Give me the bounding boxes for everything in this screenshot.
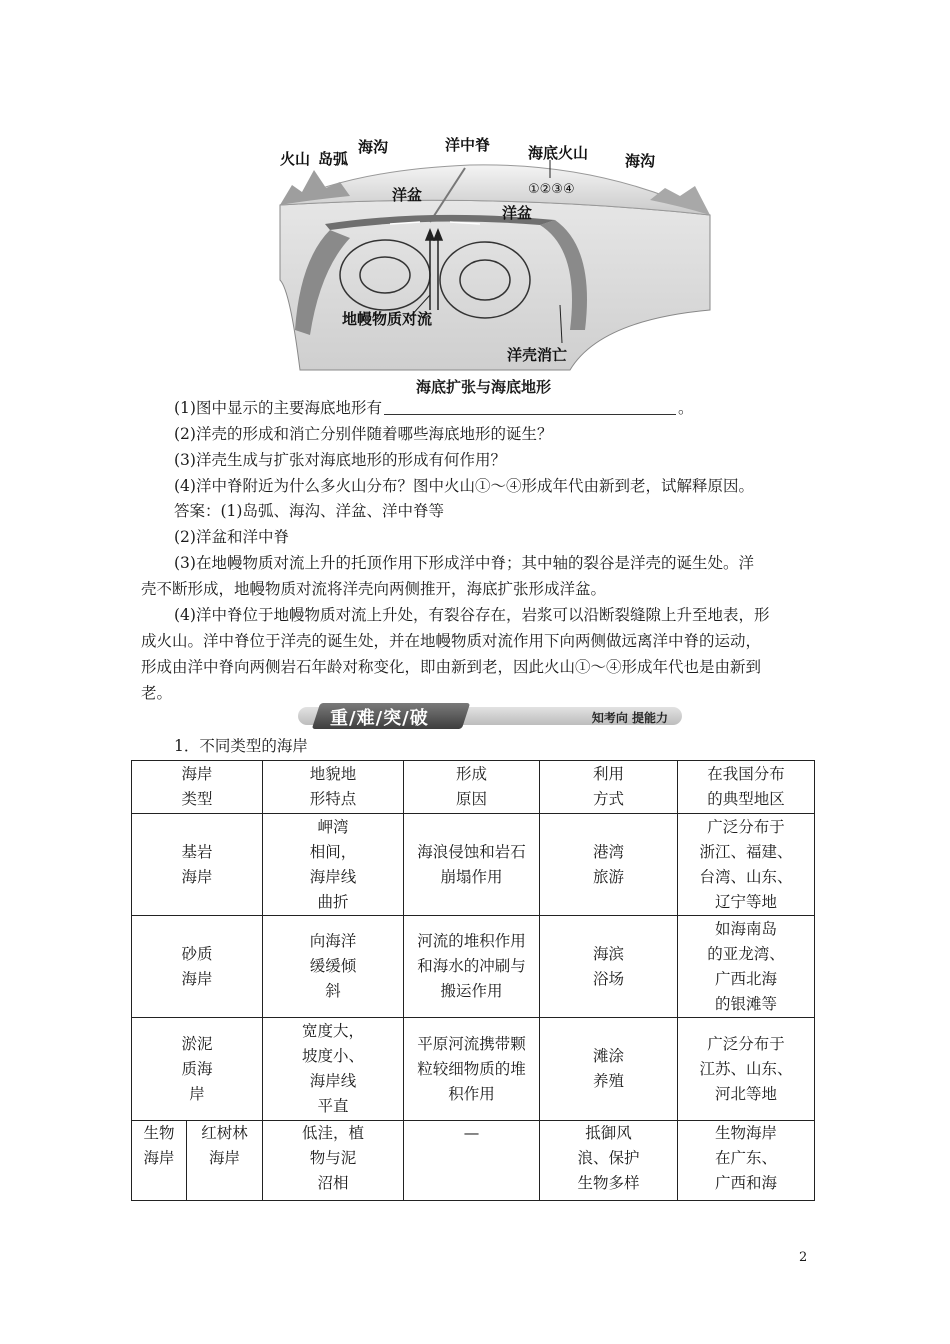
label-convection: 地幔物质对流 xyxy=(342,310,433,328)
header-region: 在我国分布 的典型地区 xyxy=(678,761,815,814)
table-row xyxy=(132,814,815,916)
seafloor-spreading-figure xyxy=(270,130,720,375)
label-volcano-numbers: ①②③④ xyxy=(528,182,575,197)
header-cause: 形成 原因 xyxy=(404,761,540,814)
section-heading: 1．不同类型的海岸 xyxy=(174,737,308,755)
answer-blank xyxy=(384,398,676,415)
cell-feature: 向海洋 缓缓倾 斜 xyxy=(263,916,404,1018)
cell-cause: 平原河流携带颗 粒较细物质的堆 积作用 xyxy=(404,1018,540,1121)
answer-3-line-1: (3)在地幔物质对流上升的托顶作用下形成洋中脊；其中轴的裂谷是洋壳的诞生处。洋 xyxy=(174,554,754,572)
cell-cause: 河流的堆积作用 和海水的冲刷与 搬运作用 xyxy=(404,916,540,1018)
cell-region: 广泛分布于 浙江、福建、 台湾、山东、 辽宁等地 xyxy=(678,814,815,916)
cell-type: 淤泥 质海 岸 xyxy=(132,1018,263,1121)
answer-3-line-2: 壳不断形成，地幔物质对流将洋壳向两侧推开，海底扩张形成洋盆。 xyxy=(141,580,607,598)
label-crust-destroyed: 洋壳消亡 xyxy=(507,346,568,364)
answer-4-line-1: (4)洋中脊位于地幔物质对流上升处，有裂谷存在，岩浆可以沿断裂缝隙上升至地表，形 xyxy=(174,606,770,624)
question-2: (2)洋壳的形成和消亡分别伴随着哪些海底地形的诞生？ xyxy=(174,425,553,443)
section-banner xyxy=(298,703,682,729)
cell-use: 海滨 浴场 xyxy=(540,916,678,1018)
cell-use: 滩涂 养殖 xyxy=(540,1018,678,1121)
cell-region: 如海南岛 的亚龙湾、 广西北海 的银滩等 xyxy=(678,916,815,1018)
cell-region: 广泛分布于 江苏、山东、 河北等地 xyxy=(678,1018,815,1121)
cell-use: 抵御风 浪、保护 生物多样 xyxy=(540,1121,678,1201)
coast-types-table xyxy=(131,760,815,1201)
answer-1: 答案：(1)岛弧、海沟、洋盆、洋中脊等 xyxy=(174,502,444,520)
question-1 xyxy=(174,397,693,419)
table-row xyxy=(132,916,815,1018)
cell-use: 港湾 旅游 xyxy=(540,814,678,916)
cell-cause: 海浪侵蚀和岩石 崩塌作用 xyxy=(404,814,540,916)
question-4: (4)洋中脊附近为什么多火山分布？图中火山①～④形成年代由新到老，试解释原因。 xyxy=(174,477,754,495)
label-basin-right: 洋盆 xyxy=(502,204,533,222)
cell-type: 基岩 海岸 xyxy=(132,814,263,916)
answer-4-line-3: 形成由洋中脊向两侧岩石年龄对称变化，即由新到老，因此火山①～④形成年代也是由新到 xyxy=(141,658,762,676)
cell-feature: 岬湾 相间， 海岸线 曲折 xyxy=(263,814,404,916)
cell-bio-group: 生物 海岸 xyxy=(132,1121,187,1201)
cell-cause: — xyxy=(404,1121,540,1201)
header-landform: 地貌地 形特点 xyxy=(263,761,404,814)
label-volcano: 火山 xyxy=(280,150,311,168)
table-header-row xyxy=(132,761,815,814)
cell-bio-subtype: 红树林 海岸 xyxy=(187,1121,263,1201)
label-trench-left: 海沟 xyxy=(358,138,389,156)
cell-type: 砂质 海岸 xyxy=(132,916,263,1018)
header-coast-type: 海岸 类型 xyxy=(132,761,263,814)
label-basin-left: 洋盆 xyxy=(392,186,423,204)
label-mid-ridge: 洋中脊 xyxy=(445,136,491,154)
label-trench-right: 海沟 xyxy=(625,152,656,170)
answer-4-line-2: 成火山。洋中脊位于洋壳的诞生处，并在地幔物质对流作用下向两侧做远离洋中脊的运动， xyxy=(141,632,762,650)
page-number: 2 xyxy=(799,1250,808,1265)
cell-region: 生物海岸 在广东、 广西和海 xyxy=(678,1121,815,1201)
table-row xyxy=(132,1018,815,1121)
table-row xyxy=(132,1121,815,1201)
question-1-text: (1)图中显示的主要海底地形有 xyxy=(174,399,382,417)
question-3: (3)洋壳生成与扩张对海底地形的形成有何作用？ xyxy=(174,451,506,469)
label-seamount: 海底火山 xyxy=(528,144,589,162)
answer-4-line-4: 老。 xyxy=(141,684,173,702)
question-1-end: 。 xyxy=(677,399,694,417)
answer-2: (2)洋盆和洋中脊 xyxy=(174,528,289,546)
header-use: 利用 方式 xyxy=(540,761,678,814)
cell-feature: 低洼，植 物与泥 沼相 xyxy=(263,1121,404,1201)
banner-subtitle: 知考向 提能力 xyxy=(591,711,668,725)
label-island-arc: 岛弧 xyxy=(318,150,349,168)
banner-title: 重/难/突/破 xyxy=(330,708,429,729)
cell-feature: 宽度大， 坡度小、 海岸线 平直 xyxy=(263,1018,404,1121)
figure-caption: 海底扩张与海底地形 xyxy=(416,378,552,396)
